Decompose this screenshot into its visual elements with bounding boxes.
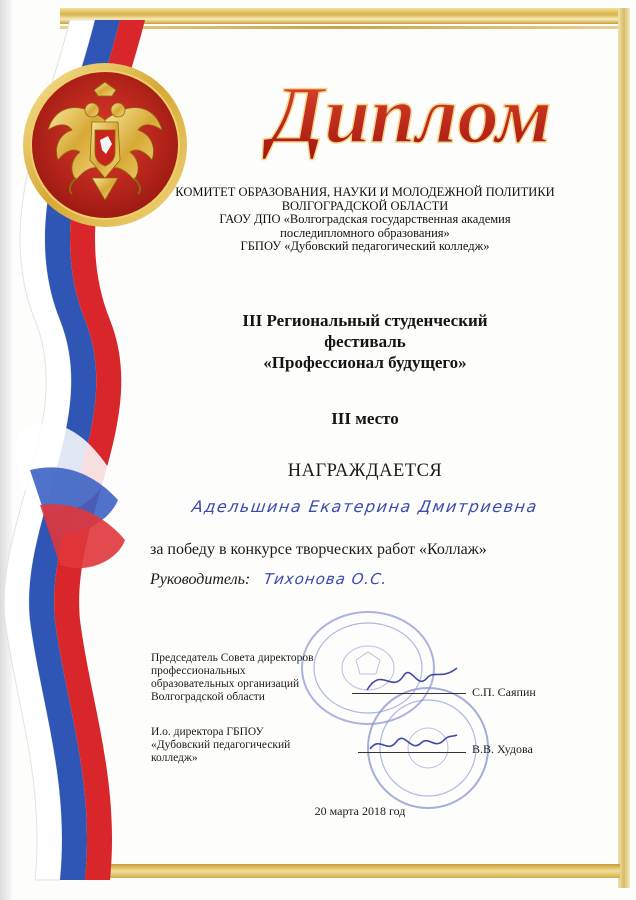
festival-name	[190, 310, 540, 373]
award-heading: НАГРАЖДАЕТСЯ	[287, 461, 443, 481]
festival-line: III Региональный студенческий	[242, 311, 488, 330]
position-line: профессиональных	[151, 665, 246, 677]
position-line: Председатель Совета директоров	[151, 652, 314, 664]
position-line: «Дубовский педагогический	[151, 739, 291, 751]
issue-date: 20 марта 2018 год	[314, 804, 406, 818]
header-line: КОМИТЕТ ОБРАЗОВАНИЯ, НАУКИ И МОЛОДЕЖНОЙ ПОЛИТИКИ	[175, 185, 555, 199]
signatory-2-position	[151, 726, 341, 765]
position-line: Волгоградской области	[151, 691, 265, 703]
supervisor-name: Тихонова О.С.	[262, 570, 390, 588]
signatory-2-name: В.В. Худова	[472, 742, 533, 756]
signature-2	[365, 725, 460, 761]
header-line: ВОЛГОГРАДСКОЙ ОБЛАСТИ	[281, 198, 449, 213]
signatory-1-position	[151, 652, 341, 704]
position-line: образовательных организаций	[151, 678, 300, 690]
header-line: ГБПОУ «Дубовский педагогический колледж»	[240, 239, 490, 253]
header-line: ГАОУ ДПО «Волгоградская государственная академия	[219, 212, 511, 226]
diploma-title	[205, 50, 615, 170]
festival-line: фестиваль	[324, 332, 406, 351]
issuing-organizations	[150, 186, 580, 254]
header-line: последипломного образования»	[280, 225, 450, 240]
festival-line: «Профессионал будущего»	[263, 353, 467, 372]
supervisor-label: Руководитель:	[150, 571, 251, 588]
award-reason: за победу в конкурсе творческих работ «Коллаж»	[150, 541, 487, 558]
signature-1	[362, 660, 462, 700]
gold-border-right	[618, 8, 630, 888]
position-line: И.о. директора ГБПОУ	[151, 726, 264, 738]
recipient-name: Адельшина Екатерина Дмитриевна	[190, 497, 540, 516]
signatory-1-name: С.П. Саяпин	[472, 685, 536, 699]
position-line: колледж»	[151, 752, 198, 764]
place-awarded: III место	[331, 409, 399, 428]
supervisor	[150, 570, 590, 589]
diploma-title-text: Диплом	[268, 69, 552, 160]
